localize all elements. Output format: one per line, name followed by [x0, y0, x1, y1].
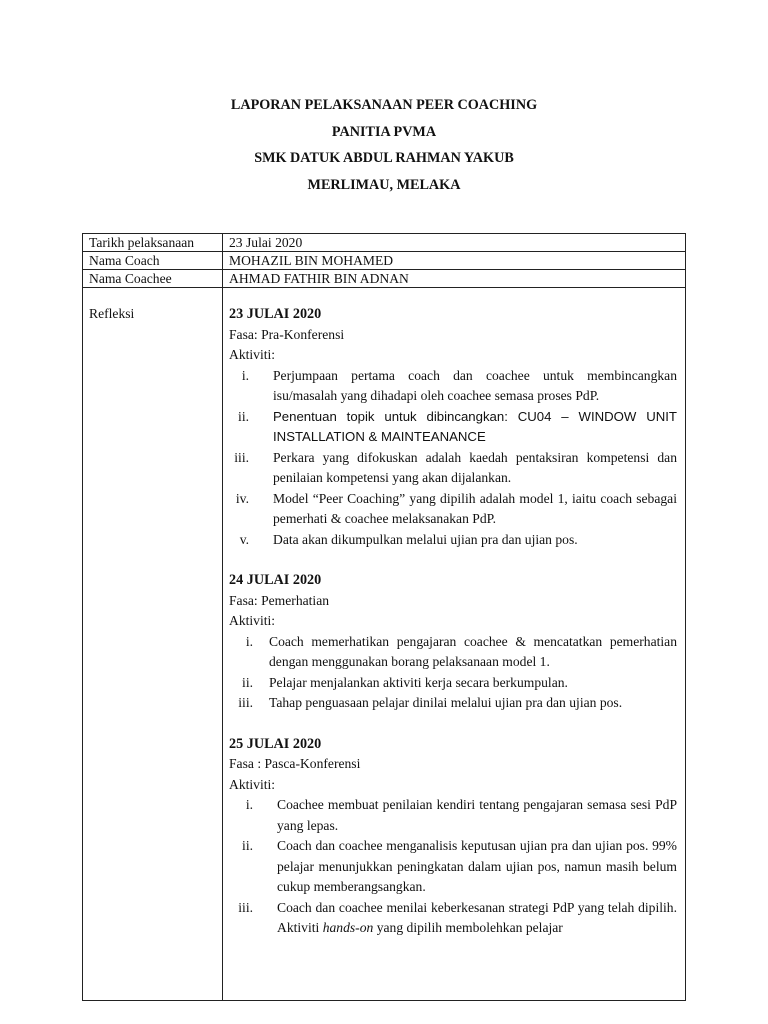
list-item: ii. Pelajar menjalankan aktiviti kerja secara berkumpulan. [242, 674, 568, 690]
list-item: iii. Coach dan coachee menilai keberkesanan strategi PdP yang telah dipilih. Aktiviti hands-on yang dipilih membolehkan pelajar [238, 899, 677, 935]
section-24-julai [229, 570, 679, 714]
list-item: ii. Coach dan coachee menganalisis keputusan ujian pra dan ujian pos. 99% pelajar menunjukkan peningkatan dalam ujian pos, namun masih belum cukup memberangsangkan. [242, 838, 677, 894]
section-date: 25 JULAI 2020 [229, 735, 322, 752]
list-item: ii. Penentuan topik untuk dibincangkan: CU04 – WINDOW UNIT INSTALLATION & MAINTEANANCE [238, 408, 677, 444]
label-tarikh: Tarikh pelaksanaan [83, 234, 223, 252]
table-row [83, 234, 686, 252]
value-coachee: AHMAD FATHIR BIN ADNAN [223, 270, 686, 288]
table-row [83, 252, 686, 270]
section-aktiviti-label: Aktiviti: [229, 776, 276, 792]
refleksi-content-cell [223, 288, 686, 1001]
panel-name: PANITIA PVMA [331, 123, 437, 140]
list-item: iv. Model “Peer Coaching” yang dipilih adalah model 1, iaitu coach sebagai pemerhati & coachee melaksanakan PdP. [235, 490, 677, 526]
list-item: i. Perjumpaan pertama coach dan coachee untuk membincangkan isu/masalah yang dihadapi oleh coachee semasa proses PdP. [241, 367, 677, 403]
table-row [83, 288, 686, 1001]
list-item: i. Coachee membuat penilaian kendiri tentang pengajaran semasa sesi PdP yang lepas. [245, 797, 677, 833]
school-location: MERLIMAU, MELAKA [307, 176, 461, 193]
label-coach: Nama Coach [83, 252, 223, 270]
list-item: iii. Perkara yang difokuskan adalah kaedah pentaksiran kompetensi dan penilaian kompetensi yang akan dijalankan. [234, 449, 677, 485]
list-item: i. Coach memerhatikan pengajaran coachee & mencatatkan pemerhatian dengan menggunakan borang pelaksanaan model 1. [245, 633, 677, 669]
section-fasa: Fasa : Pasca-Konferensi [229, 756, 361, 771]
list-item: iii. Tahap penguasaan pelajar dinilai melalui ujian pra dan ujian pos. [238, 695, 623, 710]
table-row [83, 270, 686, 288]
section-fasa: Fasa: Pemerhatian [229, 592, 330, 608]
label-coachee: Nama Coachee [83, 270, 223, 288]
list-item: v. Data akan dikumpulkan melalui ujian pra dan ujian pos. [239, 531, 578, 547]
refleksi-content [229, 288, 679, 939]
section-date: 24 JULAI 2020 [229, 572, 322, 588]
school-name: SMK DATUK ABDUL RAHMAN YAKUB [254, 150, 514, 166]
activity-list [229, 632, 679, 714]
section-date: 23 JULAI 2020 [229, 306, 322, 322]
refleksi-label-cell [83, 288, 223, 1001]
coaching-info-table [82, 233, 686, 1001]
section-aktiviti-label: Aktiviti: [229, 347, 276, 362]
value-coach: MOHAZIL BIN MOHAMED [223, 252, 686, 270]
value-tarikh: 23 Julai 2020 [223, 234, 686, 252]
section-23-julai [229, 304, 679, 550]
activity-list [229, 366, 679, 551]
section-25-julai [229, 734, 679, 939]
report-heading [0, 92, 768, 198]
section-fasa: Fasa: Pra-Konferensi [229, 326, 345, 342]
activity-list [229, 795, 679, 939]
refleksi-label: Refleksi [89, 306, 135, 321]
report-title: LAPORAN PELAKSANAAN PEER COACHING [230, 97, 538, 113]
section-aktiviti-label: Aktiviti: [229, 613, 276, 628]
